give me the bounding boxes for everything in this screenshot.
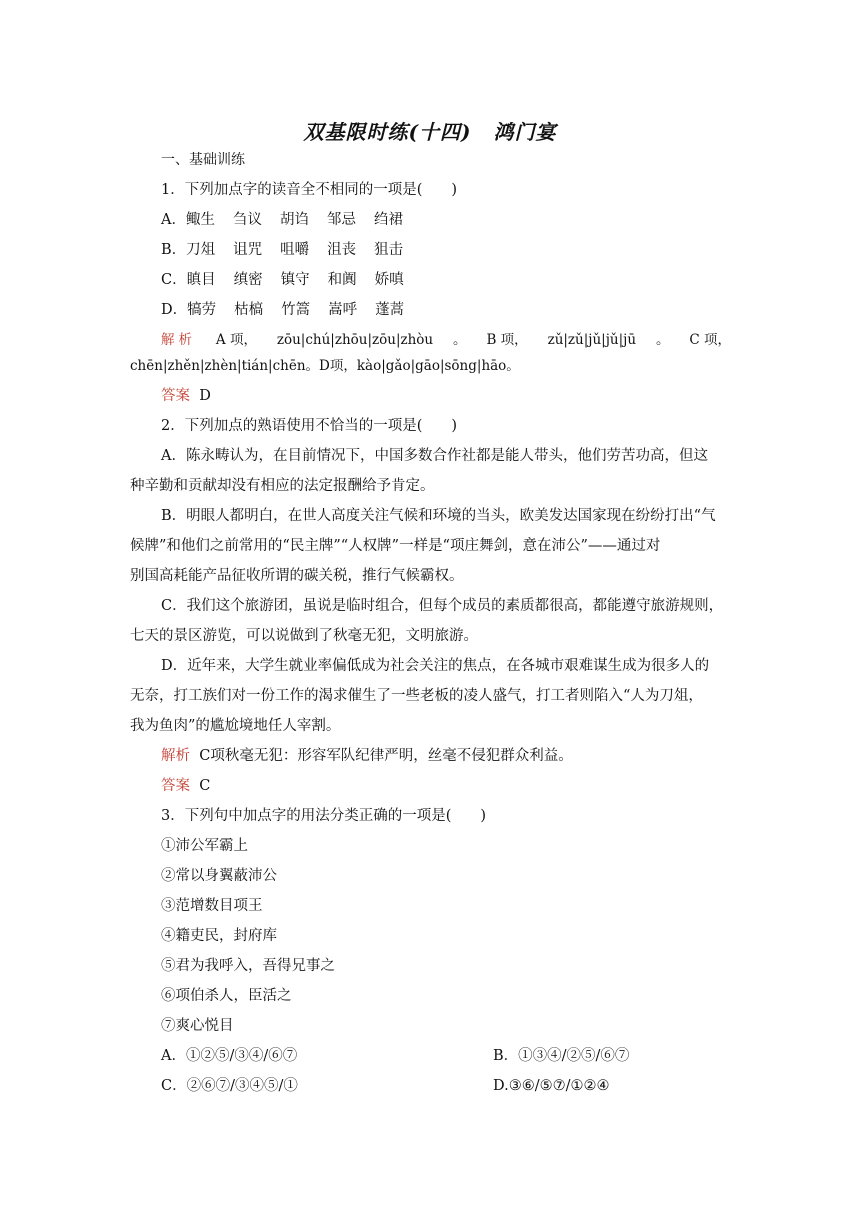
q1-analysis-line1 [161,330,731,350]
word: 诅咒 [233,242,263,258]
q1-option-b [161,240,403,260]
q3-option-a: A．①②⑤/③④/⑥⑦ [161,1048,298,1064]
option-label: B． [161,242,187,258]
answer-value: C [199,778,211,794]
q3-item-7: ⑦爽心悦目 [161,1018,234,1034]
q1-option-c [161,270,404,290]
analysis-label: 解析 [161,332,196,348]
option-label: A． [161,212,186,228]
q2-option-d-line2: 无奈，打工族们对一份工作的渴求催生了一些老板的凌人盛气，打工者则陷入“人为刀俎， [130,688,703,704]
q3-option-c: C．②⑥⑦/③④⑤/① [161,1078,298,1094]
q3-item-2: ②常以身翼蔽沛公 [161,868,277,884]
q2-option-b-line1: B．明眼人都明白，在世人高度关注气候和环境的当头，欧美发达国家现在纷纷打出“气 [161,508,716,524]
word: 咀嚼 [280,242,310,258]
q3-item-1: ①沛公军霸上 [161,838,248,854]
word: 刍议 [232,212,262,228]
word: 和阗 [327,272,357,288]
analysis-text: zōu|chú|zhōu|zōu|zhòu [276,332,434,348]
q3-item-4: ④籍吏民，封府库 [161,928,277,944]
word: 枯槁 [234,302,264,318]
q2-option-c-line2: 七天的景区游览，可以说做到了秋毫无犯，文明旅游。 [130,628,478,644]
option-label: C． [161,272,187,288]
answer-value: D [199,388,211,404]
word: 缜密 [233,272,263,288]
analysis-text: B 项， [486,332,528,348]
word: 胡诌 [279,212,309,228]
word: 镇守 [280,272,310,288]
analysis-text: 。 [453,332,467,348]
q1-answer [161,386,211,406]
title-lesson: 鸿门宴 [493,120,557,144]
analysis-label: 解析 [161,748,190,764]
q2-option-b-line3: 别国高耗能产品征收所谓的碳关税，推行气候霸权。 [130,568,464,584]
q2-option-a-line1: A．陈永畴认为，在目前情况下，中国多数合作社都是能人带头，他们劳苦功高，但这 [161,448,708,464]
page-title [0,116,860,145]
q1-analysis-line2: chēn|zhěn|zhèn|tián|chēn。D项，kào|gǎo|gāo|sōng|hāo。 [130,358,520,374]
word: 犒劳 [187,302,217,318]
word: 狙击 [374,242,404,258]
section-heading: 一、基础训练 [161,152,245,168]
word: 嵩呼 [328,302,358,318]
answer-label: 答案 [161,388,190,404]
q2-option-c-line1: C．我们这个旅游团，虽说是临时组合，但每个成员的素质都很高，都能遵守旅游规则， [161,598,724,614]
word: 沮丧 [327,242,357,258]
word: 刀俎 [186,242,216,258]
q2-answer [161,776,210,796]
word: 瞋目 [186,272,216,288]
word: 娇嗔 [374,272,404,288]
title-series: 双基限时练(十四) [303,120,472,144]
q2-option-d-line3: 我为鱼肉”的尴尬境地任人宰割。 [130,718,341,734]
q1-option-d [161,300,404,320]
q2-option-a-line2: 种辛勤和贡献却没有相应的法定报酬给予肯定。 [130,478,435,494]
q2-option-b-line2: 候牌”和他们之前常用的“民主牌”“人权牌”一样是“项庄舞剑，意在沛公”——通过对 [130,538,661,554]
q2-analysis [161,746,573,766]
q1-stem: 1．下列加点字的读音全不相同的一项是( ) [161,182,458,198]
analysis-text: C 项， [689,332,731,348]
word: 绉裙 [373,212,403,228]
analysis-text: zǔ|zǔ|jǔ|jǔ|jū [547,332,637,348]
q3-item-3: ③范增数目项王 [161,898,263,914]
q3-option-d: D.③⑥/⑤⑦/①②④ [493,1078,610,1094]
word: 鲰生 [185,212,215,228]
option-label: D． [161,302,188,318]
word: 竹篙 [281,302,311,318]
q3-option-b: B．①③④/②⑤/⑥⑦ [493,1048,630,1064]
q1-option-a [161,210,403,230]
q2-option-d-line1: D．近年来，大学生就业率偏低成为社会关注的焦点，在各城市艰难谋生成为很多人的 [161,658,710,674]
analysis-text: C项秋毫无犯：形容军队纪律严明，丝毫不侵犯群众利益。 [199,748,573,764]
q3-item-5: ⑤君为我呼入，吾得兄事之 [161,958,335,974]
q3-stem: 3．下列句中加点字的用法分类正确的一项是( ) [161,808,487,824]
analysis-text: 。 [655,332,670,348]
analysis-text: A 项， [215,332,257,348]
answer-label: 答案 [161,778,190,794]
word: 邹忌 [326,212,356,228]
q3-item-6: ⑥项伯杀人，臣活之 [161,988,292,1004]
word: 蓬蒿 [375,302,405,318]
q2-stem: 2．下列加点的熟语使用不恰当的一项是( ) [161,418,458,434]
